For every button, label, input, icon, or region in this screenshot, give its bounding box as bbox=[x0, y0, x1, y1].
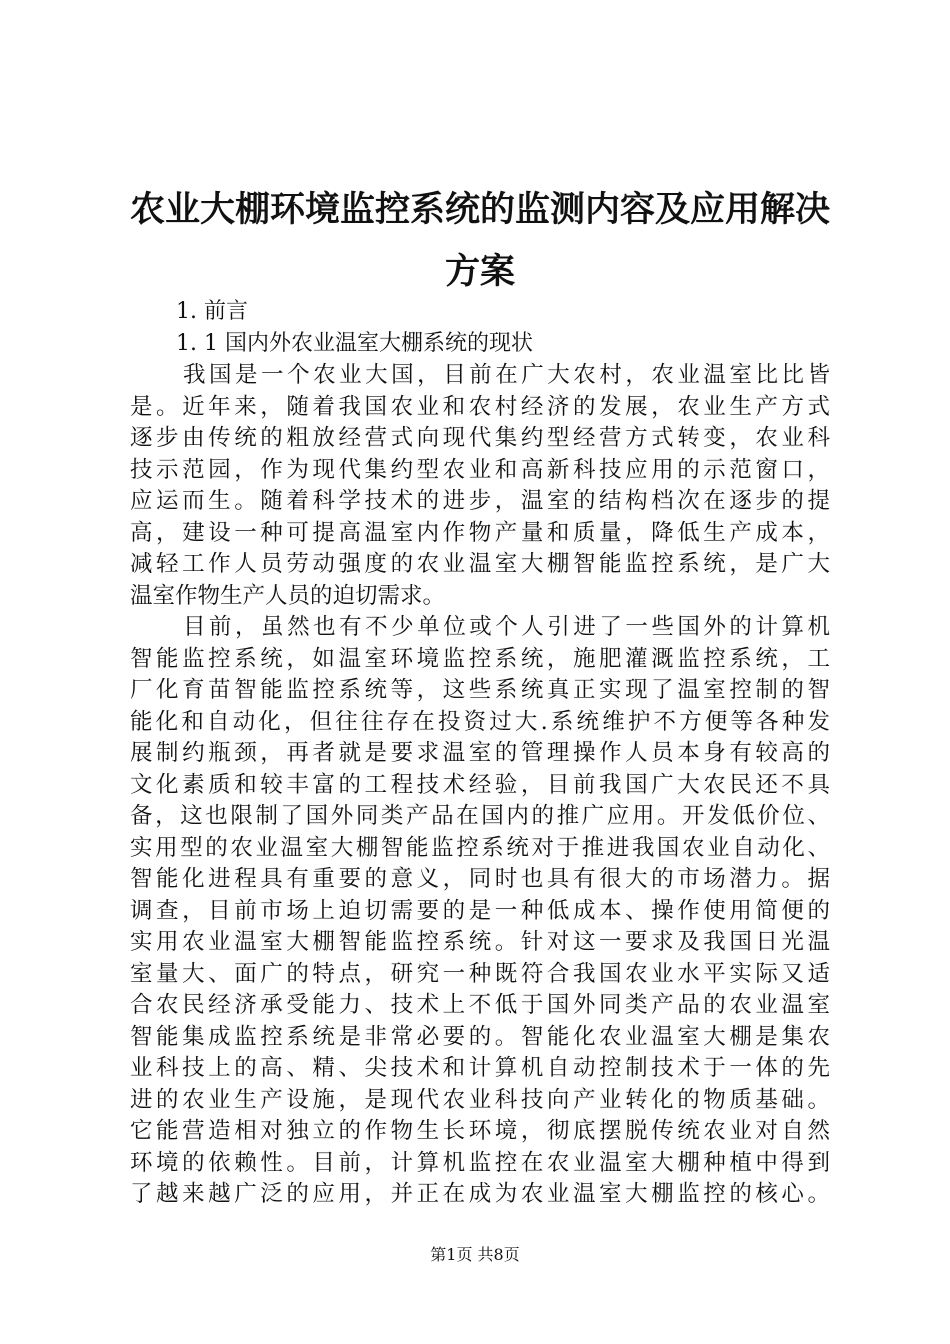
paragraph-line: 合农民经济承受能力、技术上不低于国外同类产品的农业温室 bbox=[130, 992, 830, 1018]
paragraph-line: 逐步由传统的粗放经营式向现代集约型经营方式转变，农业科 bbox=[130, 425, 830, 451]
paragraph-line: 进的农业生产设施，是现代农业科技向产业转化的物质基础。 bbox=[130, 1087, 830, 1113]
paragraph-line: 智能监控系统，如温室环境监控系统，施肥灌溉监控系统，工 bbox=[130, 646, 830, 672]
paragraph-line: 实用型的农业温室大棚智能监控系统对于推进我国农业自动化、 bbox=[130, 835, 830, 861]
paragraph-line: 能化和自动化，但往往存在投资过大.系统维护不方便等各种发 bbox=[130, 709, 830, 735]
paragraph-line: 减轻工作人员劳动强度的农业温室大棚智能监控系统，是广大 bbox=[130, 551, 830, 577]
paragraph-line: 是。近年来，随着我国农业和农村经济的发展，农业生产方式 bbox=[130, 394, 830, 420]
paragraph-line: 智能集成监控系统是非常必要的。智能化农业温室大棚是集农 bbox=[130, 1024, 830, 1050]
paragraph-line: 智能化进程具有重要的意义，同时也具有很大的市场潜力。据 bbox=[130, 866, 830, 892]
paragraph-line: 它能营造相对独立的作物生长环境，彻底摆脱传统农业对自然 bbox=[130, 1118, 830, 1144]
document-title-line-2: 方案 bbox=[444, 251, 515, 292]
page-footer: 第1页 共8页 bbox=[430, 1245, 520, 1264]
section-heading-status: 1. 1 国内外农业温室大棚系统的现状 bbox=[176, 331, 533, 356]
paragraph-line: 温室作物生产人员的迫切需求。 bbox=[130, 583, 446, 609]
paragraph-line: 厂化育苗智能监控系统等，这些系统真正实现了温室控制的智 bbox=[130, 677, 830, 703]
paragraph-line: 我国是一个农业大国，目前在广大农村，农业温室比比皆 bbox=[183, 362, 830, 388]
paragraph-line: 业科技上的高、精、尖技术和计算机自动控制技术于一体的先 bbox=[130, 1055, 830, 1081]
paragraph-line: 室量大、面广的特点，研究一种既符合我国农业水平实际又适 bbox=[130, 961, 830, 987]
paragraph-line: 了越来越广泛的应用，并正在成为农业温室大棚监控的核心。 bbox=[130, 1181, 830, 1207]
paragraph-line: 实用农业温室大棚智能监控系统。针对这一要求及我国日光温 bbox=[130, 929, 830, 955]
paragraph-line: 调查，目前市场上迫切需要的是一种低成本、操作使用简便的 bbox=[130, 898, 830, 924]
paragraph-line: 备，这也限制了国外同类产品在国内的推广应用。开发低价位、 bbox=[130, 803, 830, 829]
paragraph-line: 文化素质和较丰富的工程技术经验，目前我国广大农民还不具 bbox=[130, 772, 830, 798]
section-heading-preface: 1. 前言 bbox=[176, 299, 248, 324]
paragraph-line: 展制约瓶颈，再者就是要求温室的管理操作人员本身有较高的 bbox=[130, 740, 830, 766]
paragraph-line: 技示范园，作为现代集约型农业和高新科技应用的示范窗口， bbox=[130, 457, 830, 483]
document-title-line-1: 农业大棚环境监控系统的监测内容及应用解决 bbox=[129, 189, 830, 230]
paragraph-line: 环境的依赖性。目前，计算机监控在农业温室大棚种植中得到 bbox=[130, 1150, 830, 1176]
paragraph-line: 目前，虽然也有不少单位或个人引进了一些国外的计算机 bbox=[183, 614, 830, 640]
paragraph-line: 应运而生。随着科学技术的进步，温室的结构档次在逐步的提 bbox=[130, 488, 830, 514]
paragraph-line: 高，建设一种可提高温室内作物产量和质量，降低生产成本， bbox=[130, 520, 830, 546]
